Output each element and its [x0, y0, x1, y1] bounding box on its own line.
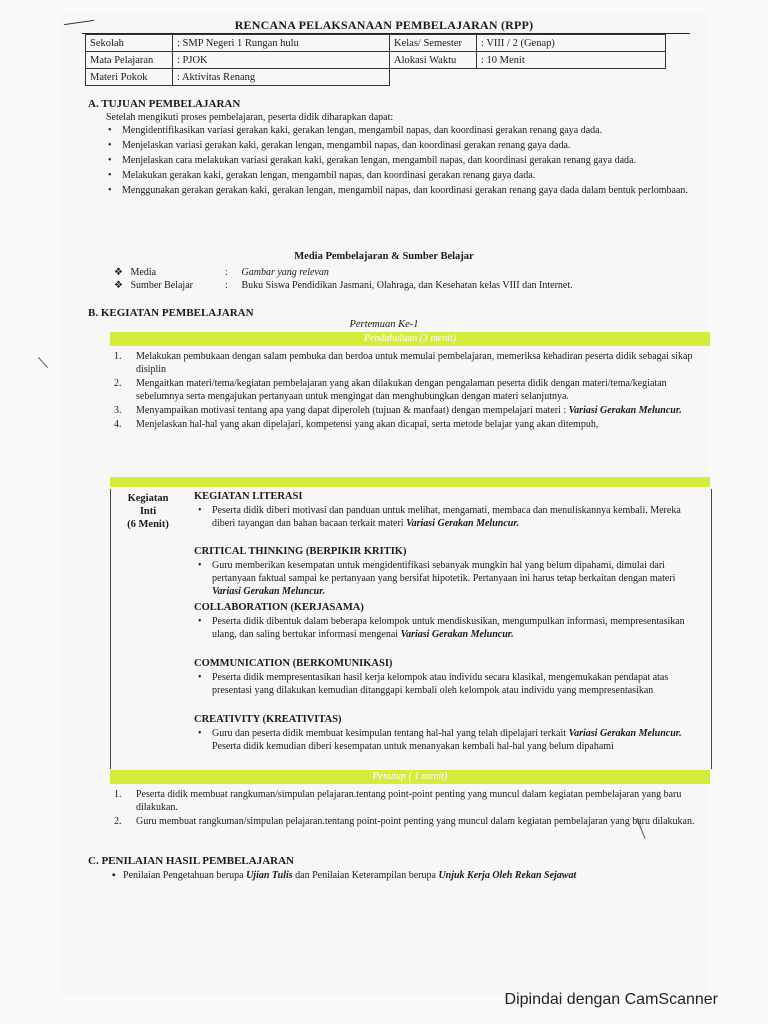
kegiatan-inti-bar	[110, 477, 710, 487]
creativity-heading: CREATIVITY (KREATIVITAS)	[194, 714, 342, 725]
communication-list	[196, 671, 701, 699]
kegiatan-inti-label: Kegiatan Inti (6 Menit)	[127, 493, 169, 530]
section-a-heading: A. TUJUAN PEMBELAJARAN	[88, 98, 241, 110]
collaboration-heading: COLLABORATION (KERJASAMA)	[194, 602, 364, 613]
media-sep: :	[225, 267, 228, 278]
pendahuluan-item: 3. Menyampaikan motivasi tentang apa yang dapat diperoleh (tujuan & manfaat) dengan mempelajari materi : Variasi Gerakan Meluncur.	[114, 405, 682, 416]
literasi-item: • Peserta didik diberi motivasi dan panduan untuk melihat, mengamati, membaca dan menuliskannya kembali. Mereka diberi tayangan dan bahan bacaan terkait materi Variasi Gerakan Meluncur.	[196, 504, 701, 530]
pendahuluan-list	[108, 350, 708, 432]
objective-list	[106, 124, 706, 199]
objective-item: • Menggunakan gerakan gerakan kaki, gerakan lengan, mengambil napas, dan koordinasi gerakan renang gaya dada dalam bentuk perlombaan.	[106, 184, 706, 197]
penutup-bar: Penutup ( 1 menit)	[110, 770, 710, 784]
creativity-list	[196, 727, 701, 755]
media-row	[114, 266, 329, 279]
diamond-bullet-icon: ❖	[114, 280, 123, 291]
pendahuluan-item: 2. Mengaitkan materi/tema/kegiatan pembelajaran yang akan dilakukan dengan pengalaman peserta didik dengan materi/tema/kegiatan sebelumnya serta mengajukan pertanyaan untuk mengingat dan menghubungkan dengan materi selanjutnya.	[114, 378, 667, 402]
sumber-row	[114, 279, 573, 292]
mapel-label: Mata Pelajaran	[86, 52, 173, 69]
communication-heading: COMMUNICATION (BERKOMUNIKASI)	[194, 658, 393, 669]
media-label: Media	[130, 267, 157, 278]
kelas-value: : VIII / 2 (Genap)	[477, 35, 666, 52]
materi-label: Materi Pokok	[86, 69, 173, 86]
sumber-value: Buku Siswa Pendidikan Jasmani, Olahraga, dan Kesehatan kelas VIII dan Internet.	[241, 280, 573, 291]
sumber-sep: :	[225, 280, 228, 291]
alokasi-label: Alokasi Waktu	[390, 52, 477, 69]
penutup-list	[108, 788, 708, 829]
pendahuluan-item: 4. Menjelaskan hal-hal yang akan dipelajari, kompetensi yang akan dicapai, serta metode belajar yang akan ditempuh,	[114, 419, 599, 430]
scanner-watermark: Dipindai dengan CamScanner	[504, 991, 718, 1008]
info-table	[85, 34, 666, 86]
diamond-bullet-icon: ❖	[114, 267, 123, 278]
collaboration-list	[196, 615, 701, 643]
literasi-heading: KEGIATAN LITERASI	[194, 491, 303, 502]
sekolah-label: Sekolah	[86, 35, 173, 52]
pen-mark	[38, 357, 48, 368]
critical-list	[196, 559, 701, 600]
section-c-heading: C. PENILAIAN HASIL PEMBELAJARAN	[88, 855, 294, 867]
objective-item: • Menjelaskan variasi gerakan kaki, gerakan lengan, mengambil napas, dan koordinasi gerakan renang gaya dada.	[106, 139, 706, 152]
pendahuluan-item: 1. Melakukan pembukaan dengan salam pembuka dan berdoa untuk memulai pembelajaran, memeriksa kehadiran peserta didik sebagai sikap disiplin	[114, 351, 693, 375]
creativity-item: • Guru dan peserta didik membuat kesimpulan tentang hal-hal yang telah dipelajari terkait Variasi Gerakan Meluncur. Peserta didik kemudian diberi kesempatan untuk menanyakan kembali hal-hal yang belum dipahami	[196, 727, 701, 753]
section-b-heading: B. KEGIATAN PEMBELAJARAN	[88, 307, 254, 319]
pertemuan-label: Pertemuan Ke-1	[349, 319, 419, 330]
square-bullet-icon: ▪	[112, 870, 121, 881]
pendahuluan-bar: Pendahuluan (3 menit)	[110, 332, 710, 346]
objective-item: • Melakukan gerakan kaki, gerakan lengan, mengambil napas, dan koordinasi gerakan renang gaya dada.	[106, 169, 706, 182]
critical-item: • Guru memberikan kesempatan untuk mengidentifikasi sebanyak mungkin hal yang belum dipahami, dimulai dari pertanyaan faktual sampai ke pertanyaan yang bersifat hipotetik. Pertanyaan ini harus tetap berkaitan dengan materi Variasi Gerakan Meluncur.	[196, 559, 701, 598]
objective-item: • Menjelaskan cara melakukan variasi gerakan kaki, gerakan lengan, mengambil napas, dan koordinasi gerakan renang gaya dada.	[106, 154, 706, 167]
kelas-label: Kelas/ Semester	[390, 35, 477, 52]
sumber-label: Sumber Belajar	[130, 280, 193, 291]
communication-item: • Peserta didik mempresentasikan hasil kerja kelompok atau individu secara klasikal, mengemukakan pendapat atas presentasi yang dilakukan kemudian ditanggapi kembali oleh kelompok atau individu yang mempresentasikan	[196, 671, 701, 697]
media-value: Gambar yang relevan	[241, 267, 329, 278]
alokasi-value: : 10 Menit	[477, 52, 666, 69]
critical-heading: CRITICAL THINKING (BERPIKIR KRITIK)	[194, 546, 407, 557]
penutup-item: 2. Guru membuat rangkuman/simpulan pelajaran.tentang point-point penting yang muncul dalam kegiatan pembelajaran yang baru dilakukan.	[114, 816, 695, 827]
objective-item: • Mengidentifikasikan variasi gerakan kaki, gerakan lengan, mengambil napas, dan koordinasi gerakan renang gaya dada.	[106, 124, 706, 137]
section-a-intro: Setelah mengikuti proses pembelajaran, peserta didik diharapkan dapat:	[106, 112, 394, 123]
document-title: RENCANA PELAKSANAAN PEMBELAJARAN (RPP)	[234, 18, 534, 32]
sekolah-value: : SMP Negeri 1 Rungan hulu	[173, 35, 390, 52]
penutup-item: 1. Peserta didik membuat rangkuman/simpulan pelajaran.tentang point-point penting yang muncul dalam kegiatan pembelajaran yang baru dilakukan.	[114, 789, 682, 813]
collaboration-item: • Peserta didik dibentuk dalam beberapa kelompok untuk mendiskusikan, mengumpulkan informasi, mempresentasikan ulang, dan saling bertukar informasi mengenai Variasi Gerakan Meluncur.	[196, 615, 701, 641]
materi-value: : Aktivitas Renang	[173, 69, 390, 86]
penilaian-text: ▪ Penilaian Pengetahuan berupa Ujian Tulis dan Penilaian Keterampilan berupa Unjuk Kerja Oleh Rekan Sejawat	[112, 870, 577, 881]
literasi-list	[196, 504, 701, 532]
media-title: Media Pembelajaran & Sumber Belajar	[294, 251, 474, 262]
mapel-value: : PJOK	[173, 52, 390, 69]
